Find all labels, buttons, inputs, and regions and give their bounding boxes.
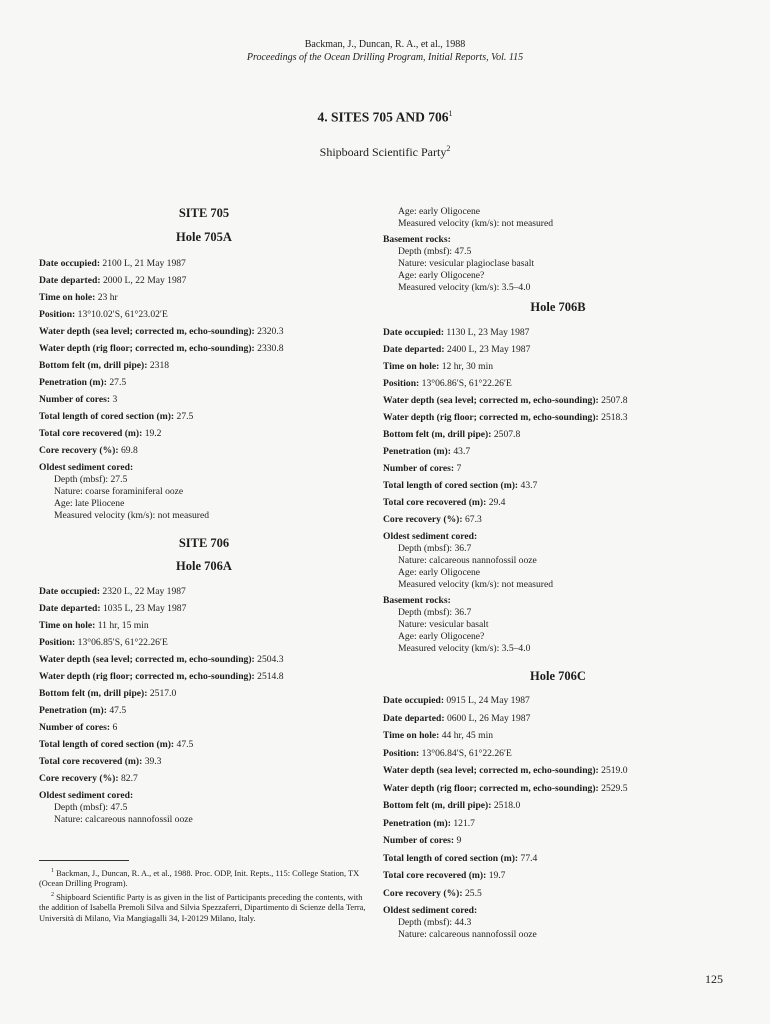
block-line: Nature: calcareous nannofossil ooze bbox=[54, 814, 193, 825]
block-label: Oldest sediment cored: bbox=[383, 531, 478, 542]
field-row bbox=[39, 425, 369, 442]
field-row bbox=[39, 685, 369, 702]
field-key: Total core recovered (m): bbox=[39, 428, 143, 439]
field-row bbox=[39, 391, 369, 408]
field-row bbox=[39, 702, 369, 719]
field-value: 7 bbox=[456, 463, 462, 474]
field-row bbox=[383, 727, 733, 745]
field-row bbox=[39, 668, 369, 685]
field-key: Water depth (rig floor; corrected m, echo-sounding): bbox=[383, 412, 599, 423]
field-row bbox=[383, 511, 733, 528]
hole-706c-heading: Hole 706C bbox=[530, 669, 586, 683]
footnote-text: Shipboard Scientific Party is as given in the list of Participants preceding the contents, with the addition of Isabella Premoli Silva and Silvia Spezzaferri, Dipartimento di Scienze della Terra, Università di Milano, Via Mangiagalli 34, I-20129 Milano, Italy. bbox=[39, 892, 366, 923]
field-key: Core recovery (%): bbox=[383, 514, 463, 525]
hole-705a-fields bbox=[39, 255, 369, 459]
hole-706c-fields bbox=[383, 692, 733, 902]
block-line: Measured velocity (km/s): not measured bbox=[54, 510, 210, 521]
header-journal: Proceedings of the Ocean Drilling Program, Initial Reports, Vol. 115 bbox=[246, 52, 524, 63]
left-column bbox=[39, 206, 369, 826]
chapter-author bbox=[0, 144, 770, 160]
hole-706a-fields bbox=[39, 583, 369, 787]
field-value: 27.5 bbox=[109, 377, 127, 388]
field-value: 2514.8 bbox=[257, 671, 284, 682]
field-key: Water depth (sea level; corrected m, echo-sounding): bbox=[383, 765, 599, 776]
field-key: Water depth (sea level; corrected m, echo-sounding): bbox=[39, 326, 255, 337]
field-value: 2517.0 bbox=[149, 688, 177, 699]
field-value: 121.7 bbox=[453, 817, 475, 829]
site-705-heading: SITE 705 bbox=[178, 206, 230, 220]
field-row bbox=[383, 392, 733, 409]
field-value: 11 hr, 15 min bbox=[97, 620, 149, 631]
field-key: Bottom felt (m, drill pipe): bbox=[383, 429, 492, 440]
block-label: Oldest sediment cored: bbox=[39, 790, 134, 801]
field-row bbox=[383, 745, 733, 763]
field-row bbox=[39, 306, 369, 323]
field-key: Number of cores: bbox=[39, 394, 111, 405]
header-citation: Backman, J., Duncan, R. A., et al., 1988 bbox=[304, 39, 466, 50]
field-key: Number of cores: bbox=[39, 722, 111, 733]
field-row bbox=[39, 770, 369, 787]
field-row bbox=[383, 815, 733, 833]
field-row bbox=[383, 460, 733, 477]
chapter-title-footnote-mark: 1 bbox=[448, 109, 453, 118]
field-value: 2529.5 bbox=[601, 782, 628, 794]
field-value: 19.7 bbox=[488, 870, 506, 881]
field-row bbox=[39, 736, 369, 753]
block-label: Basement rocks: bbox=[383, 234, 451, 245]
field-value: 13°06.84′S, 61°22.26′E bbox=[421, 747, 512, 759]
field-key: Penetration (m): bbox=[39, 377, 107, 388]
field-key: Time on hole: bbox=[39, 292, 96, 303]
field-value: 19.2 bbox=[144, 428, 162, 439]
field-key: Bottom felt (m, drill pipe): bbox=[39, 688, 148, 699]
field-value: 2318 bbox=[149, 360, 170, 371]
block-line: Age: early Oligocene bbox=[398, 567, 481, 578]
chapter-title-text: 4. SITES 705 AND 706 bbox=[317, 109, 449, 125]
footnote-divider bbox=[39, 860, 129, 861]
field-key: Water depth (sea level; corrected m, echo-sounding): bbox=[383, 395, 599, 406]
field-value: 13°06.85′S, 61°22.26′E bbox=[77, 637, 168, 648]
field-row bbox=[39, 374, 369, 391]
field-value: 69.8 bbox=[120, 445, 138, 456]
field-row bbox=[39, 340, 369, 357]
field-row bbox=[39, 583, 369, 600]
field-value: 2507.8 bbox=[601, 395, 628, 406]
field-row bbox=[39, 634, 369, 651]
right-column bbox=[383, 206, 733, 941]
field-row bbox=[383, 710, 733, 728]
running-header bbox=[0, 38, 770, 64]
field-row bbox=[39, 651, 369, 668]
field-key: Date occupied: bbox=[39, 586, 101, 597]
field-value: 2330.8 bbox=[257, 343, 284, 354]
field-key: Penetration (m): bbox=[383, 446, 451, 457]
field-key: Water depth (rig floor; corrected m, echo-sounding): bbox=[39, 343, 255, 354]
field-key: Time on hole: bbox=[383, 730, 440, 741]
field-row bbox=[39, 753, 369, 770]
field-row bbox=[39, 255, 369, 272]
field-value: 2519.0 bbox=[601, 765, 628, 776]
field-row bbox=[383, 797, 733, 815]
field-row bbox=[383, 885, 733, 903]
field-value: 29.4 bbox=[488, 497, 506, 508]
footnote-mark: 2 bbox=[51, 891, 54, 898]
field-key: Date departed: bbox=[39, 275, 101, 286]
block-line: Depth (mbsf): 44.3 bbox=[398, 917, 472, 928]
field-value: 23 hr bbox=[97, 292, 118, 303]
field-value: 1130 L, 23 May 1987 bbox=[446, 327, 530, 338]
field-key: Position: bbox=[383, 747, 420, 759]
block-line: Age: early Oligocene? bbox=[398, 270, 485, 281]
chapter-author-text: Shipboard Scientific Party bbox=[319, 145, 447, 159]
field-key: Water depth (rig floor; corrected m, echo-sounding): bbox=[39, 671, 255, 682]
field-key: Time on hole: bbox=[383, 361, 440, 372]
hole-705a-heading: Hole 705A bbox=[176, 230, 232, 244]
field-row bbox=[383, 867, 733, 885]
field-value: 2320.3 bbox=[257, 326, 284, 337]
field-key: Position: bbox=[383, 378, 420, 389]
field-row bbox=[39, 617, 369, 634]
field-row bbox=[39, 357, 369, 374]
field-value: 39.3 bbox=[144, 756, 162, 767]
page-number: 125 bbox=[705, 972, 723, 986]
field-value: 1035 L, 23 May 1987 bbox=[102, 603, 187, 614]
field-row bbox=[383, 762, 733, 780]
field-value: 47.5 bbox=[176, 739, 194, 750]
field-key: Total core recovered (m): bbox=[39, 756, 143, 767]
field-row bbox=[383, 324, 733, 341]
field-value: 0600 L, 26 May 1987 bbox=[446, 712, 531, 724]
field-row bbox=[39, 442, 369, 459]
field-row bbox=[383, 358, 733, 375]
field-key: Core recovery (%): bbox=[383, 887, 463, 899]
field-value: 67.3 bbox=[464, 514, 482, 525]
field-value: 2518.3 bbox=[601, 412, 628, 423]
basement-rocks-706a bbox=[383, 234, 733, 294]
block-line: Depth (mbsf): 36.7 bbox=[398, 607, 472, 618]
footnote-mark: 1 bbox=[51, 868, 54, 874]
field-value: 2000 L, 22 May 1987 bbox=[102, 275, 187, 286]
field-key: Date departed: bbox=[39, 603, 101, 614]
field-value: 44 hr, 45 min bbox=[441, 730, 494, 741]
field-row bbox=[383, 477, 733, 494]
field-row bbox=[39, 289, 369, 306]
field-value: 2507.8 bbox=[493, 429, 521, 440]
field-row bbox=[383, 494, 733, 511]
block-line: Depth (mbsf): 47.5 bbox=[398, 246, 472, 257]
block-line: Depth (mbsf): 27.5 bbox=[54, 474, 128, 485]
field-value: 47.5 bbox=[109, 705, 127, 716]
field-value: 43.7 bbox=[520, 480, 538, 491]
field-value: 13°06.86′S, 61°22.26′E bbox=[421, 378, 512, 389]
chapter-author-footnote-mark: 2 bbox=[446, 144, 451, 153]
field-key: Date occupied: bbox=[383, 327, 445, 338]
block-line: Measured velocity (km/s): 3.5–4.0 bbox=[398, 643, 531, 654]
field-row bbox=[383, 692, 733, 710]
field-key: Core recovery (%): bbox=[39, 773, 119, 784]
block-line: Depth (mbsf): 36.7 bbox=[398, 543, 472, 554]
field-row bbox=[383, 375, 733, 392]
field-row bbox=[383, 850, 733, 868]
block-label: Basement rocks: bbox=[383, 595, 451, 606]
field-value: 3 bbox=[112, 394, 118, 405]
field-value: 2400 L, 23 May 1987 bbox=[446, 344, 531, 355]
chapter-title bbox=[0, 109, 770, 126]
field-key: Date departed: bbox=[383, 344, 445, 355]
block-label: Oldest sediment cored: bbox=[383, 905, 478, 916]
block-line: Nature: calcareous nannofossil ooze bbox=[398, 929, 537, 940]
field-value: 2320 L, 22 May 1987 bbox=[102, 586, 186, 597]
hole-706b-fields bbox=[383, 324, 733, 528]
field-key: Total core recovered (m): bbox=[383, 870, 487, 881]
footnote-text: Backman, J., Duncan, R. A., et al., 1988. Proc. ODP, Init. Repts., 115: College Station, TX (Ocean Drilling Program). bbox=[39, 868, 360, 889]
block-line: Nature: vesicular basalt bbox=[398, 619, 489, 630]
field-key: Total length of cored section (m): bbox=[383, 480, 519, 491]
field-key: Total core recovered (m): bbox=[383, 497, 487, 508]
field-value: 6 bbox=[112, 722, 118, 733]
field-key: Bottom felt (m, drill pipe): bbox=[39, 360, 148, 371]
field-key: Position: bbox=[39, 309, 76, 320]
field-row bbox=[383, 341, 733, 358]
block-label: Oldest sediment cored: bbox=[39, 462, 134, 473]
field-key: Date occupied: bbox=[39, 258, 101, 269]
hole-706b-heading: Hole 706B bbox=[530, 300, 586, 314]
oldest-sediment-706a bbox=[39, 790, 369, 826]
field-value: 25.5 bbox=[464, 887, 482, 899]
block-line: Age: early Oligocene? bbox=[398, 631, 485, 642]
field-key: Penetration (m): bbox=[383, 817, 451, 829]
footnote-1 bbox=[39, 866, 369, 890]
field-row bbox=[39, 272, 369, 289]
field-value: 2518.0 bbox=[493, 800, 521, 811]
field-row bbox=[383, 409, 733, 426]
oldest-sediment-706b bbox=[383, 531, 733, 591]
field-key: Core recovery (%): bbox=[39, 445, 119, 456]
field-value: 13°10.02′S, 61°23.02′E bbox=[77, 309, 168, 320]
site-706-heading: SITE 706 bbox=[178, 536, 230, 550]
block-line: Nature: vesicular plagioclase basalt bbox=[398, 258, 535, 269]
field-value: 27.5 bbox=[176, 411, 194, 422]
field-row bbox=[39, 600, 369, 617]
block-line: Nature: coarse foraminiferal ooze bbox=[54, 486, 184, 497]
footnote-2 bbox=[39, 890, 369, 925]
field-row bbox=[383, 443, 733, 460]
field-key: Water depth (rig floor; corrected m, echo-sounding): bbox=[383, 782, 599, 794]
field-value: 0915 L, 24 May 1987 bbox=[446, 695, 530, 706]
field-key: Total length of cored section (m): bbox=[383, 852, 519, 864]
field-row bbox=[383, 832, 733, 850]
oldest-sediment-706c bbox=[383, 905, 733, 941]
field-key: Date departed: bbox=[383, 712, 445, 724]
field-key: Total length of cored section (m): bbox=[39, 411, 175, 422]
basement-rocks-706b bbox=[383, 595, 733, 655]
field-key: Water depth (sea level; corrected m, echo-sounding): bbox=[39, 654, 255, 665]
field-value: 9 bbox=[456, 835, 462, 846]
block-line: Depth (mbsf): 47.5 bbox=[54, 802, 128, 813]
field-row bbox=[383, 426, 733, 443]
field-row bbox=[383, 780, 733, 798]
continued-line: Measured velocity (km/s): not measured bbox=[398, 218, 554, 229]
continued-line: Age: early Oligocene bbox=[398, 206, 481, 217]
field-value: 2504.3 bbox=[257, 654, 284, 665]
field-key: Position: bbox=[39, 637, 76, 648]
field-key: Bottom felt (m, drill pipe): bbox=[383, 800, 492, 811]
field-row bbox=[39, 323, 369, 340]
field-value: 77.4 bbox=[520, 852, 538, 864]
field-key: Date occupied: bbox=[383, 695, 445, 706]
field-row bbox=[39, 719, 369, 736]
footnotes bbox=[39, 866, 369, 925]
field-row bbox=[39, 408, 369, 425]
block-line: Age: late Pliocene bbox=[54, 498, 125, 509]
field-key: Number of cores: bbox=[383, 463, 455, 474]
field-key: Total length of cored section (m): bbox=[39, 739, 175, 750]
field-value: 12 hr, 30 min bbox=[441, 361, 494, 372]
block-line: Nature: calcareous nannofossil ooze bbox=[398, 555, 537, 566]
field-value: 43.7 bbox=[453, 446, 471, 457]
block-line: Measured velocity (km/s): 3.5–4.0 bbox=[398, 282, 531, 293]
field-value: 82.7 bbox=[120, 773, 138, 784]
hole-706a-heading: Hole 706A bbox=[176, 559, 232, 573]
field-key: Penetration (m): bbox=[39, 705, 107, 716]
block-line: Measured velocity (km/s): not measured bbox=[398, 579, 554, 590]
field-key: Time on hole: bbox=[39, 620, 96, 631]
oldest-sediment-705a bbox=[39, 462, 369, 522]
field-value: 2100 L, 21 May 1987 bbox=[102, 258, 186, 269]
field-key: Number of cores: bbox=[383, 835, 455, 846]
